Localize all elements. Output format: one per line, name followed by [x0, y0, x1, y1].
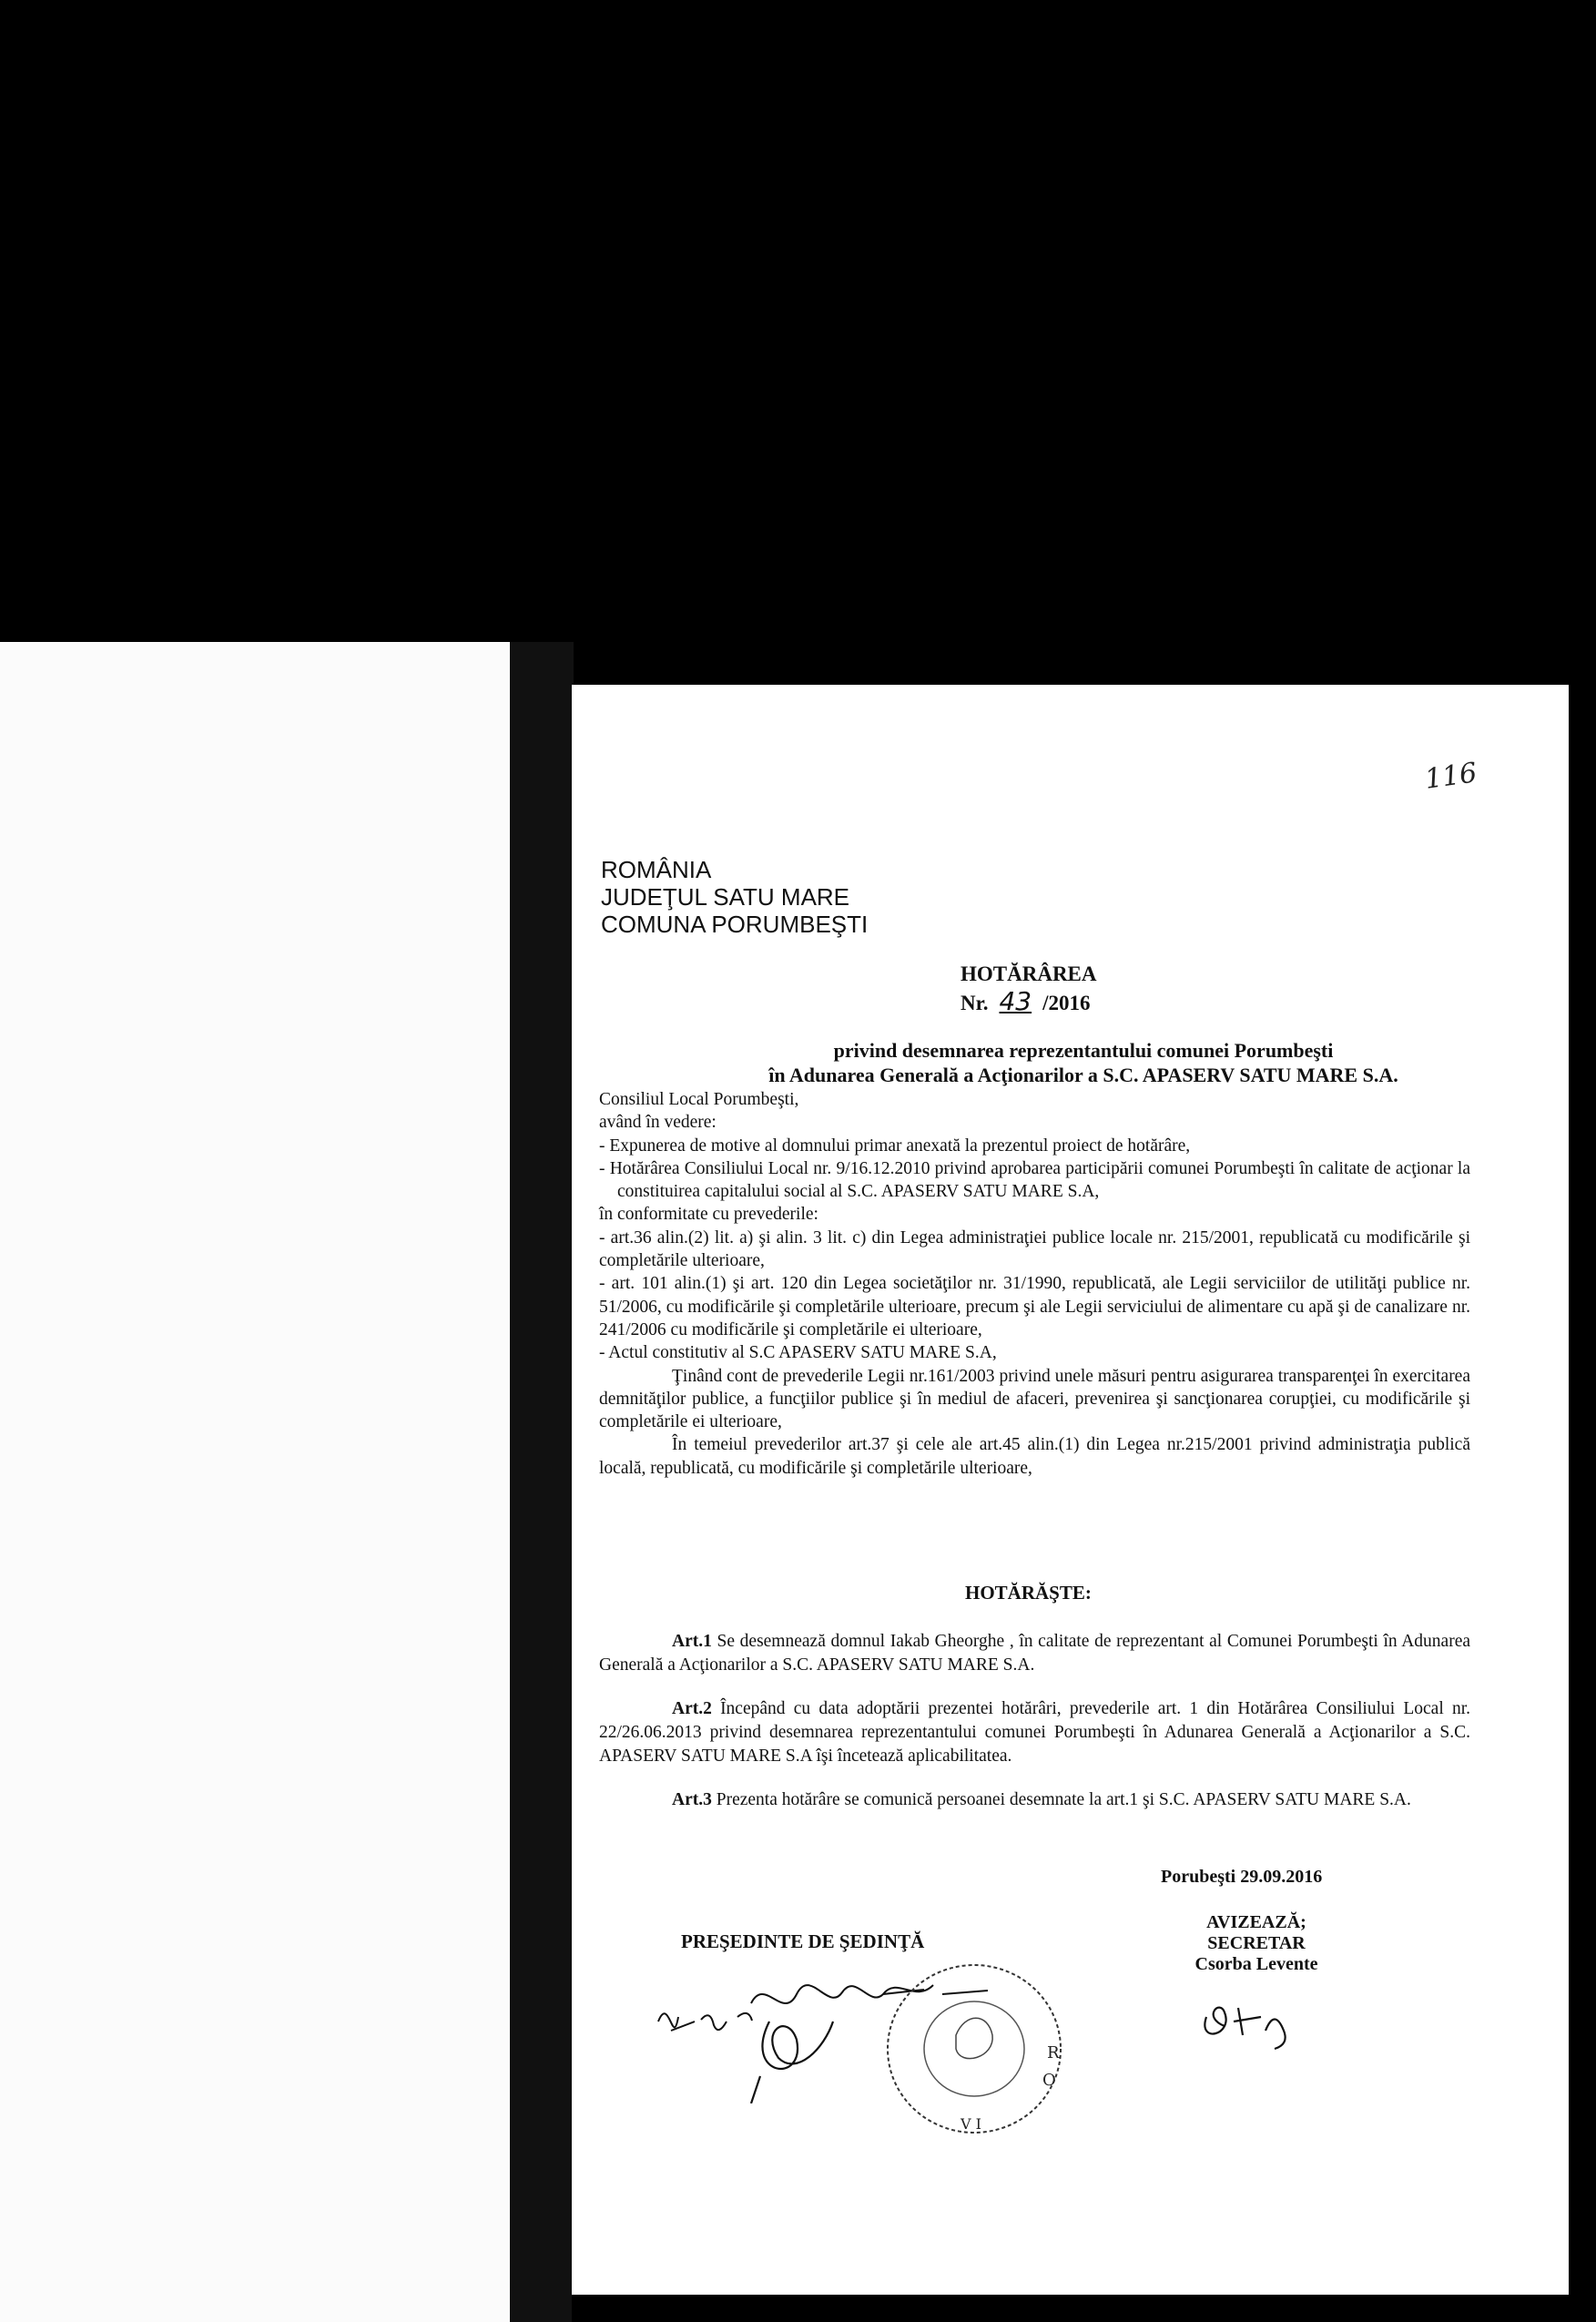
number-year: /2016 — [1042, 992, 1091, 1014]
preamble-law-2: - art. 101 alin.(1) şi art. 120 din Legea societăţilor nr. 31/1990, republicată, ale Legii serviciilor de utilităţi publice nr. 51/2006, cu modificările şi completările ulterioare, precum şi ale Legii serviciului de alimentare cu apă şi de canalizare nr. 241/2006 cu modificările şi completările ei ulterioare, — [599, 1274, 1470, 1339]
adjacent-page-left — [0, 642, 546, 2322]
article-label: Art.1 — [672, 1632, 712, 1651]
preamble-council: Consiliul Local Porumbeşti, — [599, 1090, 799, 1109]
place-and-date: Porubeşti 29.09.2016 — [1161, 1867, 1323, 1887]
preamble-considering: având în vedere: — [599, 1113, 717, 1133]
header-commune: COMUNA PORUMBEŞTI — [601, 911, 869, 938]
preamble — [599, 1088, 1470, 1480]
article-label: Art.2 — [672, 1699, 712, 1718]
article-1 — [599, 1630, 1470, 1677]
svg-text:O: O — [1042, 2071, 1056, 2090]
subject-line-2: în Adunarea Generală a Acţionarilor a S.C. APASERV SATU MARE S.A. — [768, 1064, 1398, 1086]
header-county: JUDEŢUL SATU MARE — [601, 883, 850, 911]
decision-title — [961, 961, 1097, 1017]
decision-number: 43 — [999, 986, 1032, 1016]
preamble-basis: În temeiul prevederilor art.37 şi cele ale art.45 alin.(1) din Legea nr.215/2001 privind administraţia publică locală, republicată, cu modificările şi completările ulterioare, — [599, 1435, 1470, 1478]
preamble-item-1: - Expunerea de motive al domnului primar anexată la prezentul proiect de hotărâre, — [599, 1136, 1191, 1156]
svg-text:V I: V I — [961, 2115, 981, 2133]
subject-line-1: privind desemnarea reprezentantului comunei Porumbeşti — [833, 1039, 1334, 1062]
header-country: ROMÂNIA — [601, 856, 712, 883]
page-gutter-shadow — [510, 642, 574, 2322]
scan-bottom-border — [572, 2295, 1569, 2322]
article-text: Se desemnează domnul Iakab Gheorghe , în calitate de reprezentant al Comunei Porumbeşti în Adunarea Generală a Acţionarilor a S.C. APASERV SATU MARE S.A. — [599, 1632, 1471, 1675]
svg-text:R: R — [1047, 2043, 1060, 2062]
preamble-law-3: - Actul constitutiv al S.C APASERV SATU MARE S.A, — [599, 1343, 997, 1363]
number-prefix: Nr. — [961, 992, 989, 1014]
approval-label: AVIZEAZĂ; — [1206, 1912, 1306, 1932]
decides-heading: HOTĂRĂŞTE: — [965, 1582, 1092, 1604]
secretary-block — [1184, 1912, 1329, 1975]
secretary-name: Csorba Levente — [1194, 1954, 1318, 1974]
handwritten-page-number: 116 — [1422, 757, 1479, 796]
article-label: Art.3 — [672, 1790, 712, 1809]
secretary-label: SECRETAR — [1207, 1933, 1306, 1953]
decision-subject — [601, 1038, 1566, 1087]
secretary-signature — [1197, 1990, 1306, 2053]
article-3 — [599, 1788, 1470, 1812]
issuer-header — [601, 856, 868, 938]
preamble-law-1: - art.36 alin.(2) lit. a) şi alin. 3 lit. c) din Legea administraţiei publice locale nr. 215/2001, republicată cu modificările şi completările ulterioare, — [599, 1227, 1470, 1271]
decision-heading: HOTĂRÂREA — [961, 962, 1097, 985]
article-2 — [599, 1697, 1470, 1768]
articles-list — [599, 1630, 1470, 1832]
official-seal — [879, 1958, 1070, 2140]
scan-right-border — [1569, 0, 1596, 2322]
article-text: Începând cu data adoptării prezentei hotărâri, prevederile art. 1 din Hotărârea Consiliului Local nr. 22/26.06.2013 privind desemnarea reprezentantului comunei Porumbeşti în Adunarea Generală a Acţionarilor a S.C. APASERV SATU MARE S.A îşi încetează aplicabilitatea. — [599, 1699, 1470, 1766]
decision-number-line — [961, 988, 1097, 1017]
preamble-item-2: - Hotărârea Consiliului Local nr. 9/16.12.2010 privind aprobarea participării comunei Porumbeşti în calitate de acţionar la constituirea capitalului social al S.C. APASERV SATU MARE S.A, — [599, 1158, 1470, 1202]
scan-black-background — [0, 0, 1596, 637]
article-text: Prezenta hotărâre se comunică persoanei desemnate la art.1 şi S.C. APASERV SATU MARE S.A. — [716, 1790, 1411, 1809]
president-label: PREŞEDINTE DE ŞEDINŢĂ — [681, 1930, 925, 1952]
preamble-transparency: Ţinând cont de prevederile Legii nr.161/2003 privind unele măsuri pentru asigurarea transparenţei în exercitarea demnităţilor publice, a funcţiilor publice şi în mediul de afaceri, prevenirea şi sancţionarea corupţiei, cu modificările şi completările ei ulterioare, — [599, 1366, 1470, 1432]
preamble-conformity: în conformitate cu prevederile: — [599, 1205, 818, 1225]
